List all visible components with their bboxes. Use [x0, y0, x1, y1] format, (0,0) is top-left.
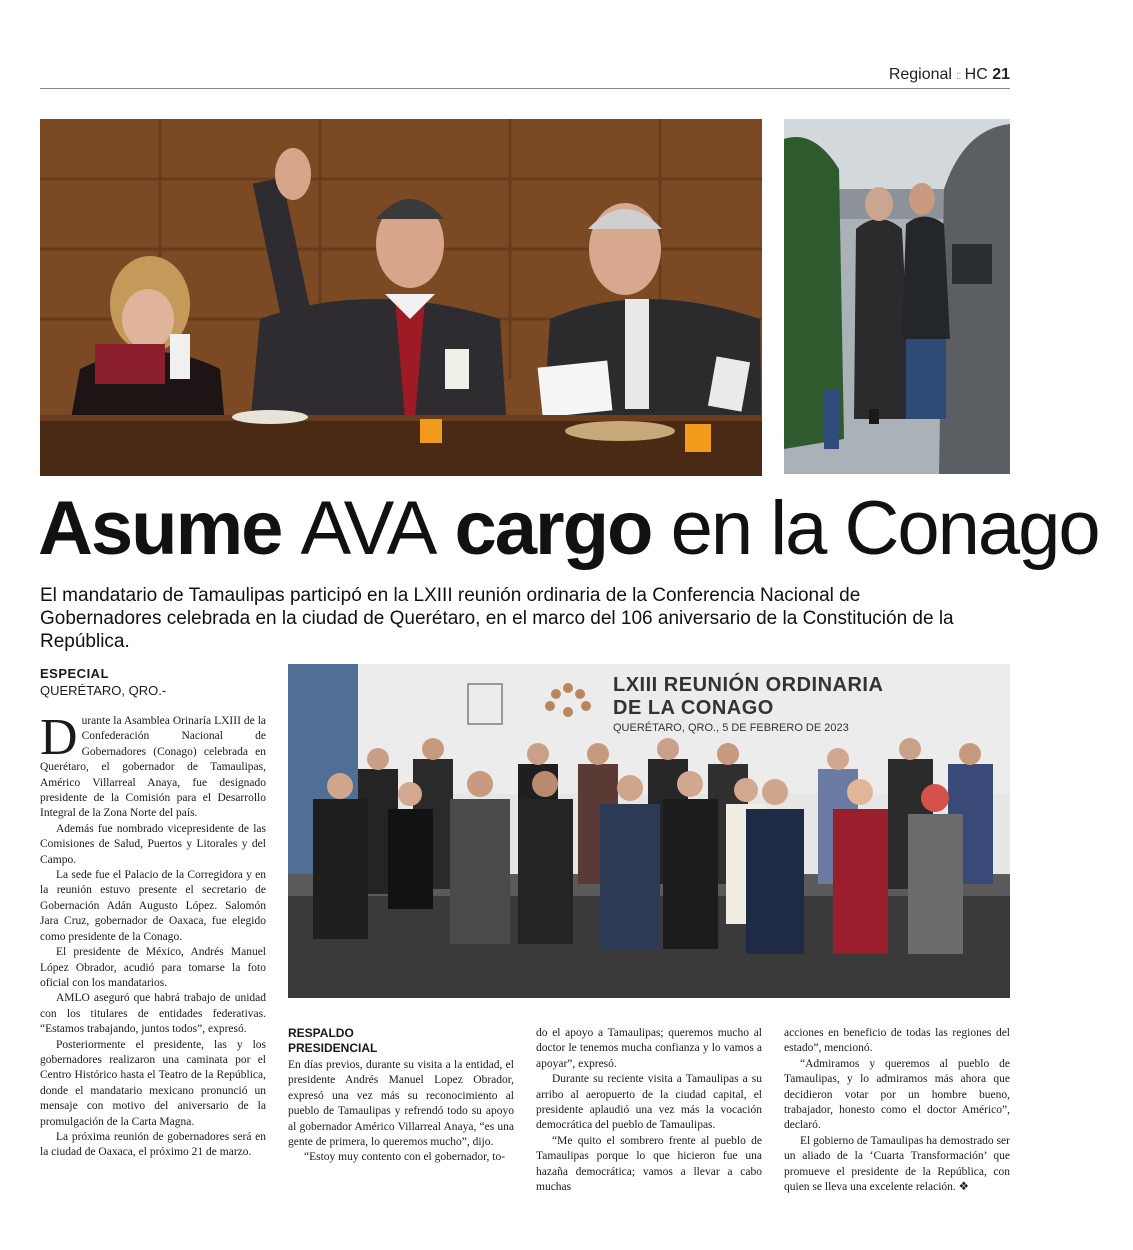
paragraph: AMLO aseguró que habrá trabajo de unidad con los titulares de entidades federativas. “Estamos trabajando, juntos todos”, expresó.	[40, 992, 266, 1036]
paragraph: En días previos, durante su visita a la entidad, el presidente Andrés Manuel Lopez Obrador, expresó una vez más su reconocimiento al pueblo de Tamaulipas y refrendó todo su apoyo al gobernador Américo Villarreal Anaya, “es una gente de primera, lo queremos mucho”, dijo.	[288, 1059, 514, 1149]
meeting-photo	[40, 119, 762, 476]
header-rule	[40, 88, 1010, 89]
airport-photo-art	[784, 119, 1010, 474]
banner-title	[613, 674, 883, 720]
headline-word-4: en la Conago	[670, 486, 1099, 571]
paragraph: La sede fue el Palacio de la Corregidora y en la reunión estuvo presente el secretario de Gobernación Adán Augusto López. Salomón Jara Cruz, gobernador de Oaxaca, fue elegido como presidente de la Conago.	[40, 869, 266, 943]
page-folio	[889, 66, 1010, 84]
meeting-photo-art	[40, 119, 762, 476]
page-number: 21	[992, 66, 1010, 83]
subhead-line-2: PRESIDENCIAL	[288, 1041, 378, 1055]
paragraph: “Estoy muy contento con el gobernador, to-	[304, 1151, 506, 1164]
subhead-line-1: RESPALDO	[288, 1026, 354, 1040]
paragraph: Durante su reciente visita a Tamaulipas a su arribo al aeropuerto de la ciudad capital, el presidente aplaudió una vez más la vocación democrática del pueblo de Tamaulipas.	[536, 1073, 762, 1132]
paragraph: La próxima reunión de gobernadores será en la ciudad de Oaxaca, el próximo 21 de marzo.	[40, 1130, 266, 1159]
article-column-4	[784, 1026, 1010, 1195]
byline	[40, 666, 166, 698]
paragraph: Además fue nombrado vicepresidente de las Comisiones de Salud, Puertos y Litorales y del Campo.	[40, 822, 266, 866]
paper-name: HC	[964, 66, 988, 83]
headline-word-2: AVA	[300, 486, 436, 571]
paragraph: El presidente de México, Andrés Manuel López Obrador, acudió para tomarse la foto oficial con los mandatarios.	[40, 946, 266, 989]
banner-subtitle: QUERÉTARO, QRO., 5 DE FEBRERO DE 2023	[613, 722, 849, 734]
paragraph: acciones en beneficio de todas las regiones del estado”, mencionó.	[784, 1027, 1010, 1055]
paragraph	[40, 709, 266, 822]
article-column-2	[288, 1026, 514, 1166]
article-column-3	[536, 1026, 762, 1195]
drop-cap: D	[40, 709, 78, 766]
paragraph: do el apoyo a Tamaulipas; queremos mucho al doctor le tenemos mucha confianza y lo vamos a apoyar”, expresó.	[536, 1027, 762, 1070]
banner-title-line-1: LXIII REUNIÓN ORDINARIA	[613, 674, 884, 696]
headline-word-1: Asume	[38, 486, 282, 571]
byline-dateline: QUERÉTARO, QRO.-	[40, 683, 167, 698]
headline-word-3: cargo	[454, 486, 652, 571]
paragraph-text: urante la Asamblea Orinaría LXIII de la Confederación Nacional de Gobernadores (Conago) celebrada en Querétaro, el gobernador de Tamaulipas, Américo Villarreal Anaya, fue designado presidente de la Comisión para el Desarrollo Integral de la Zona Norte del país.	[40, 715, 266, 820]
article-column-1	[40, 709, 266, 1161]
headline	[38, 486, 1099, 572]
paragraph: “Me quito el sombrero frente al pueblo de Tamaulipas porque lo que hicieron fue una hazaña democrática; vamos a llevar a cabo muchas	[536, 1134, 762, 1194]
group-photo	[288, 664, 1010, 998]
paragraph: “Admiramos y queremos al pueblo de Tamaulipas, y lo admiramos más ahora que decidieron votar por un hombre bueno, trabajador, honesto como el doctor Américo”, declaró.	[784, 1057, 1010, 1132]
folio-separator: ::	[955, 68, 961, 82]
banner-title-line-2: DE LA CONAGO	[613, 697, 774, 719]
paragraph: Posteriormente el presidente, las y los gobernadores realizaron una caminata por el Centro Histórico hasta el Teatro de la República, donde el mandatario mexicano pronunció un mensaje con motivo del aniversario de la promulgación de la Carta Magna.	[40, 1038, 266, 1128]
section-name: Regional	[888, 66, 952, 83]
subhead	[288, 1026, 514, 1056]
deck: El mandatario de Tamaulipas participó en la LXIII reunión ordinaria de la Conferencia Nacional de Gobernadores celebrada en la ciudad de Querétaro, en el marco del 106 aniversario de la Constitución de la República.	[40, 585, 954, 652]
paragraph: El gobierno de Tamaulipas ha demostrado ser un aliado de la ‘Cuarta Transformación’ que promueve el presidente de la República, con quien se lleva una excelente relación. ❖	[784, 1134, 1010, 1194]
byline-agency: ESPECIAL	[40, 666, 110, 681]
airport-photo	[784, 119, 1010, 474]
